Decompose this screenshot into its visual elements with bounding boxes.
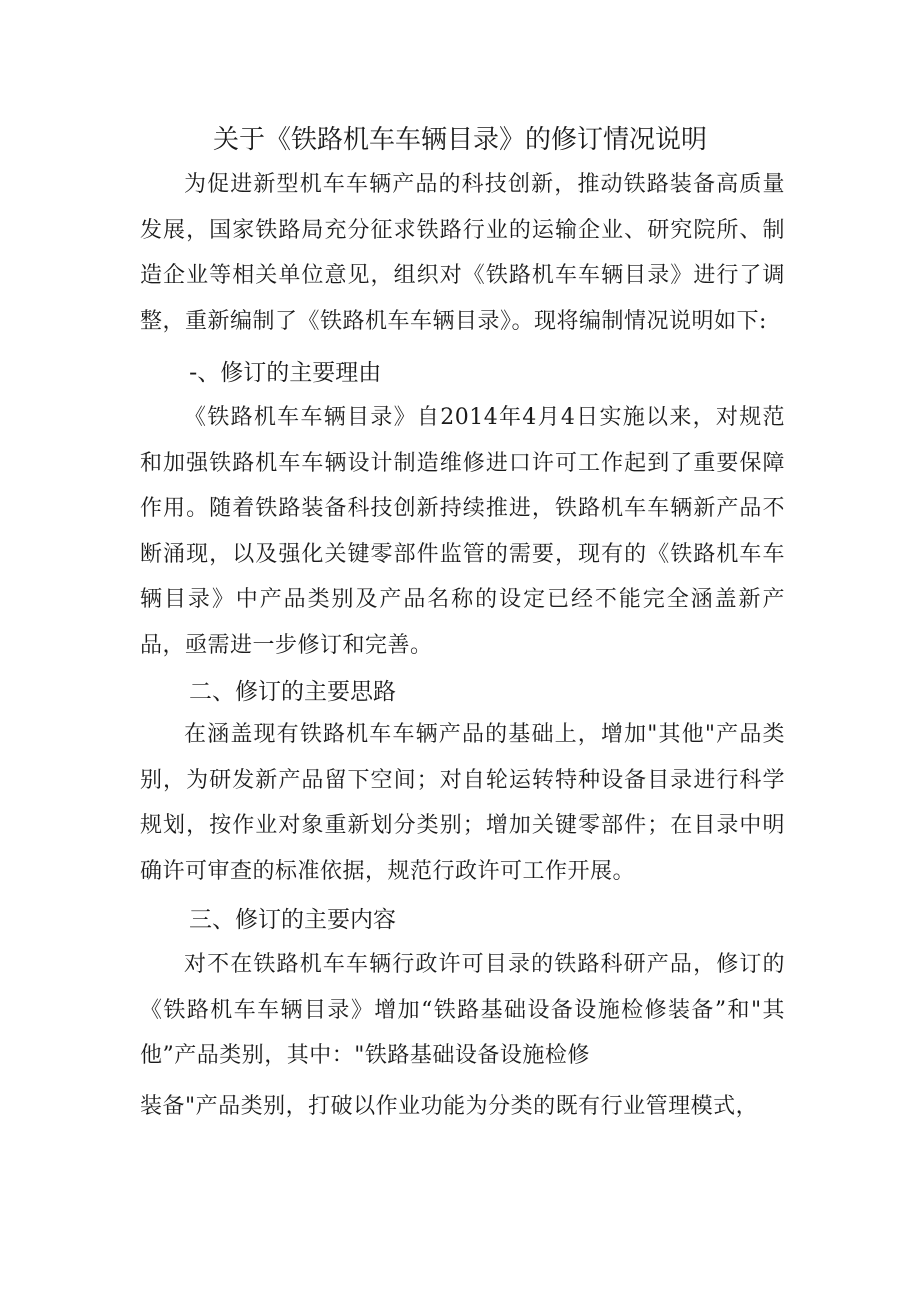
- section-body-content-continuation: 装备"产品类别，打破以作业功能为分类的既有行业管理模式，: [140, 1094, 759, 1119]
- section-heading-reasons: -、修订的主要理由: [189, 360, 382, 386]
- section-body-approach: 在涵盖现有铁路机车车辆产品的基础上，增加"其他"产品类别，为研发新产品留下空间；对自轮运转特种设备目录进行科学规划，按作业对象重新划分类别；增加关键零部件；在目录中明确许可审查的标准依据，规范行政许可工作开展。: [140, 722, 785, 884]
- document-title: 关于《铁路机车车辆目录》的修订情况说明: [212, 125, 707, 155]
- section-heading-content: 三、修订的主要内容: [189, 907, 396, 933]
- intro-paragraph: 为促进新型机车车辆产品的科技创新，推动铁路装备高质量发展，国家铁路局充分征求铁路行业的运输企业、研究院所、制造企业等相关单位意见，组织对《铁路机车车辆目录》进行了调整，重新编制了《铁路机车车辆目录》。现将编制情况说明如下:: [140, 172, 785, 334]
- section-heading-approach: 二、修订的主要思路: [189, 679, 396, 705]
- section-body-content: 对不在铁路机车车辆行政许可目录的铁路科研产品，修订的《铁路机车车辆目录》增加“铁路基础设备设施检修装备”和"其他”产品类别，其中："铁路基础设备设施检修: [140, 952, 785, 1068]
- section-body-reasons: 《铁路机车车辆目录》自2014年4月4日实施以来，对规范和加强铁路机车车辆设计制造维修进口许可工作起到了重要保障作用。随着铁路装备科技创新持续推进，铁路机车车辆新产品不断涌现，以及强化关键零部件监管的需要，现有的《铁路机车车辆目录》中产品类别及产品名称的设定已经不能完全涵盖新产品，亟需进一步修订和完善。: [140, 405, 785, 658]
